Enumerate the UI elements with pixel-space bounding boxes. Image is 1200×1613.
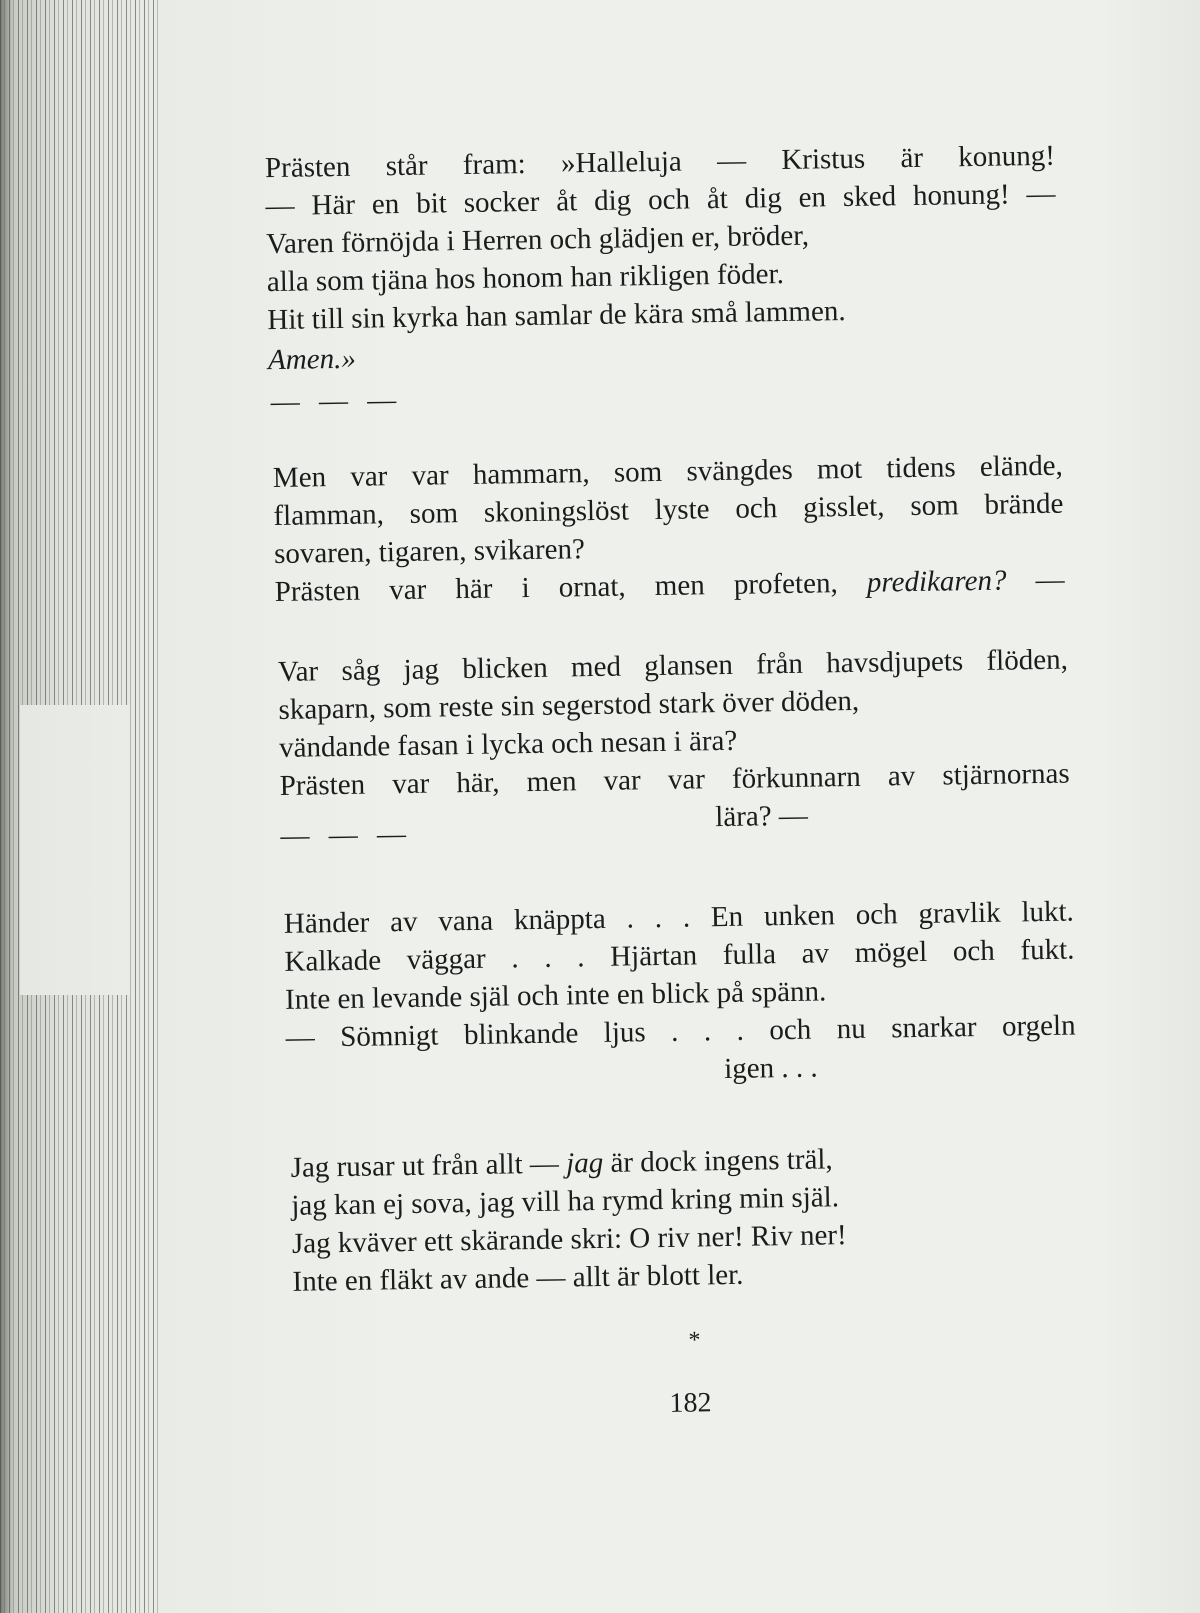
stanza2-line4 bbox=[274, 563, 1065, 609]
stanza3-line4-continuation: lära? — bbox=[715, 799, 809, 834]
separator-dashes-2: — — — bbox=[280, 817, 413, 852]
stanza5-line4: Inte en fläkt av ande — allt är blott ler. bbox=[292, 1258, 744, 1298]
stanza5-line1-end: är dock ingens träl, bbox=[602, 1143, 833, 1179]
page-number: 182 bbox=[669, 1387, 712, 1419]
stanza4-line1: Händer av vana knäppta . . . En unken och gravlik lukt. bbox=[283, 895, 1075, 940]
section-asterisk: * bbox=[688, 1327, 701, 1354]
stanza4-line4: — Sömnigt blinkande ljus . . . och nu snarkar orgeln bbox=[285, 1009, 1076, 1054]
stanza2-line2: flamman, som skoningslöst lyste och gisslet, som brände bbox=[273, 487, 1064, 533]
stanza5-line3: Jag kväver ett skärande skri: O riv ner! Riv ner! bbox=[291, 1219, 847, 1260]
stanza2-line3: sovaren, tigaren, svikaren? bbox=[273, 533, 586, 571]
stanza1-line1: Prästen står fram: »Halleluja — Kristus är konung! bbox=[264, 139, 1056, 185]
stanza5-line1-start: Jag rusar ut från allt — bbox=[290, 1147, 567, 1184]
amen-italic: Amen.» bbox=[267, 342, 357, 377]
separator-dashes-1: — — — bbox=[270, 384, 403, 419]
jag-italic: jag bbox=[565, 1146, 604, 1180]
stanza1-line3: Varen förnöjda i Herren och glädjen er, bröder, bbox=[265, 219, 810, 261]
stanza4-line2: Kalkade väggar . . . Hjärtan fulla av mögel och fukt. bbox=[284, 933, 1075, 978]
stanza4-line4-continuation: igen . . . bbox=[723, 1051, 818, 1086]
predikaren-italic: predikaren? bbox=[866, 564, 1007, 599]
stanza3-line1: Var såg jag blicken med glansen från havsdjupets flöden, bbox=[277, 643, 1069, 688]
stanza1-line5: Hit till sin kyrka han samlar de kära små lammen. bbox=[267, 295, 846, 337]
stanza2-line4-start: Prästen var här i ornat, men profeten, bbox=[274, 566, 868, 609]
stanza3-line4: Prästen var här, men var var förkunnarn av stjärnornas bbox=[279, 757, 1070, 802]
stanza2-line1: Men var var hammarn, som svängdes mot tidens elände, bbox=[272, 449, 1064, 495]
stanza1-line2: — Här en bit socker åt dig och åt dig en sked honung! — bbox=[265, 177, 1056, 223]
stanza5-line2: jag kan ej sova, jag vill ha rymd kring min själ. bbox=[291, 1181, 840, 1222]
stanza5-line1 bbox=[291, 1145, 833, 1183]
stanza3-line2: skaparn, som reste sin segerstod stark över döden, bbox=[278, 684, 860, 726]
stanza4-line3: Inte en levande själ och inte en blick på spänn. bbox=[284, 975, 827, 1016]
stanza1-line6 bbox=[267, 342, 357, 377]
stanza3-line3: vändande fasan i lycka och nesan i ära? bbox=[278, 724, 738, 764]
stanza2-line4-end: — bbox=[1006, 563, 1065, 597]
stanza1-line4: alla som tjäna hos honom han rikligen föder. bbox=[266, 257, 785, 299]
